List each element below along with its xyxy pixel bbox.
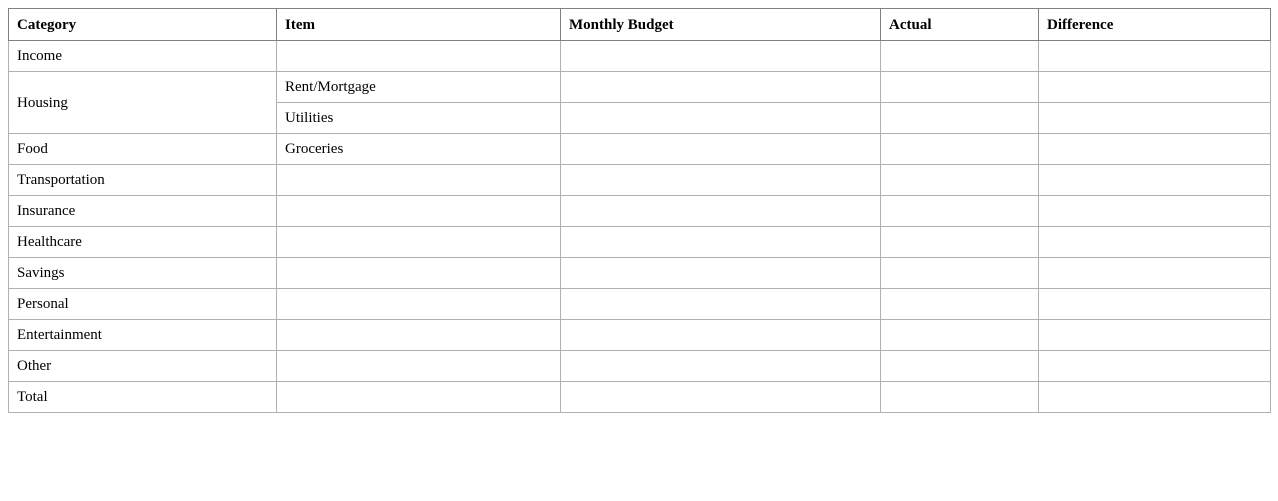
category-cell-entertainment: Entertainment	[9, 320, 277, 351]
monthly-budget-cell[interactable]	[561, 165, 881, 196]
category-cell-total: Total	[9, 382, 277, 413]
header-row	[9, 9, 1271, 41]
difference-total-cell[interactable]	[1039, 382, 1271, 413]
item-cell-utilities[interactable]: Utilities	[277, 103, 561, 134]
monthly-budget-cell[interactable]	[561, 227, 881, 258]
table-row	[9, 351, 1271, 382]
actual-cell[interactable]	[881, 289, 1039, 320]
table-row	[9, 134, 1271, 165]
difference-cell[interactable]	[1039, 134, 1271, 165]
item-cell[interactable]	[277, 289, 561, 320]
budget-table	[8, 8, 1271, 413]
difference-cell[interactable]	[1039, 227, 1271, 258]
table-row	[9, 289, 1271, 320]
table-row-total	[9, 382, 1271, 413]
table-row	[9, 72, 1271, 103]
monthly-budget-total-cell[interactable]	[561, 382, 881, 413]
monthly-budget-cell[interactable]	[561, 289, 881, 320]
table-row	[9, 258, 1271, 289]
monthly-budget-cell[interactable]	[561, 134, 881, 165]
actual-cell[interactable]	[881, 72, 1039, 103]
actual-cell[interactable]	[881, 41, 1039, 72]
table-row	[9, 320, 1271, 351]
category-cell-personal: Personal	[9, 289, 277, 320]
difference-cell[interactable]	[1039, 103, 1271, 134]
column-header-item: Item	[277, 9, 561, 41]
difference-cell[interactable]	[1039, 196, 1271, 227]
actual-cell[interactable]	[881, 351, 1039, 382]
table-row	[9, 227, 1271, 258]
item-cell-rent-mortgage[interactable]: Rent/Mortgage	[277, 72, 561, 103]
actual-cell[interactable]	[881, 165, 1039, 196]
item-cell[interactable]	[277, 41, 561, 72]
item-cell-groceries[interactable]: Groceries	[277, 134, 561, 165]
monthly-budget-cell[interactable]	[561, 41, 881, 72]
item-cell[interactable]	[277, 320, 561, 351]
actual-cell[interactable]	[881, 103, 1039, 134]
table-header	[9, 9, 1271, 41]
category-cell-healthcare: Healthcare	[9, 227, 277, 258]
difference-cell[interactable]	[1039, 258, 1271, 289]
category-cell-transportation: Transportation	[9, 165, 277, 196]
item-cell[interactable]	[277, 165, 561, 196]
table-row	[9, 41, 1271, 72]
item-cell[interactable]	[277, 382, 561, 413]
difference-cell[interactable]	[1039, 289, 1271, 320]
item-cell[interactable]	[277, 351, 561, 382]
item-cell[interactable]	[277, 258, 561, 289]
difference-cell[interactable]	[1039, 41, 1271, 72]
table-row	[9, 165, 1271, 196]
actual-cell[interactable]	[881, 227, 1039, 258]
difference-cell[interactable]	[1039, 165, 1271, 196]
table-row	[9, 196, 1271, 227]
difference-cell[interactable]	[1039, 351, 1271, 382]
difference-cell[interactable]	[1039, 320, 1271, 351]
category-cell-insurance: Insurance	[9, 196, 277, 227]
category-cell-other: Other	[9, 351, 277, 382]
item-cell[interactable]	[277, 227, 561, 258]
category-cell-income: Income	[9, 41, 277, 72]
actual-cell[interactable]	[881, 196, 1039, 227]
column-header-actual: Actual	[881, 9, 1039, 41]
actual-total-cell[interactable]	[881, 382, 1039, 413]
actual-cell[interactable]	[881, 134, 1039, 165]
actual-cell[interactable]	[881, 320, 1039, 351]
actual-cell[interactable]	[881, 258, 1039, 289]
item-cell[interactable]	[277, 196, 561, 227]
table-body	[9, 41, 1271, 413]
column-header-monthly-budget: Monthly Budget	[561, 9, 881, 41]
monthly-budget-cell[interactable]	[561, 351, 881, 382]
category-cell-savings: Savings	[9, 258, 277, 289]
category-cell-food: Food	[9, 134, 277, 165]
column-header-difference: Difference	[1039, 9, 1271, 41]
monthly-budget-cell[interactable]	[561, 320, 881, 351]
monthly-budget-cell[interactable]	[561, 103, 881, 134]
difference-cell[interactable]	[1039, 72, 1271, 103]
category-cell-housing: Housing	[9, 72, 277, 134]
column-header-category: Category	[9, 9, 277, 41]
monthly-budget-cell[interactable]	[561, 258, 881, 289]
monthly-budget-cell[interactable]	[561, 196, 881, 227]
monthly-budget-cell[interactable]	[561, 72, 881, 103]
